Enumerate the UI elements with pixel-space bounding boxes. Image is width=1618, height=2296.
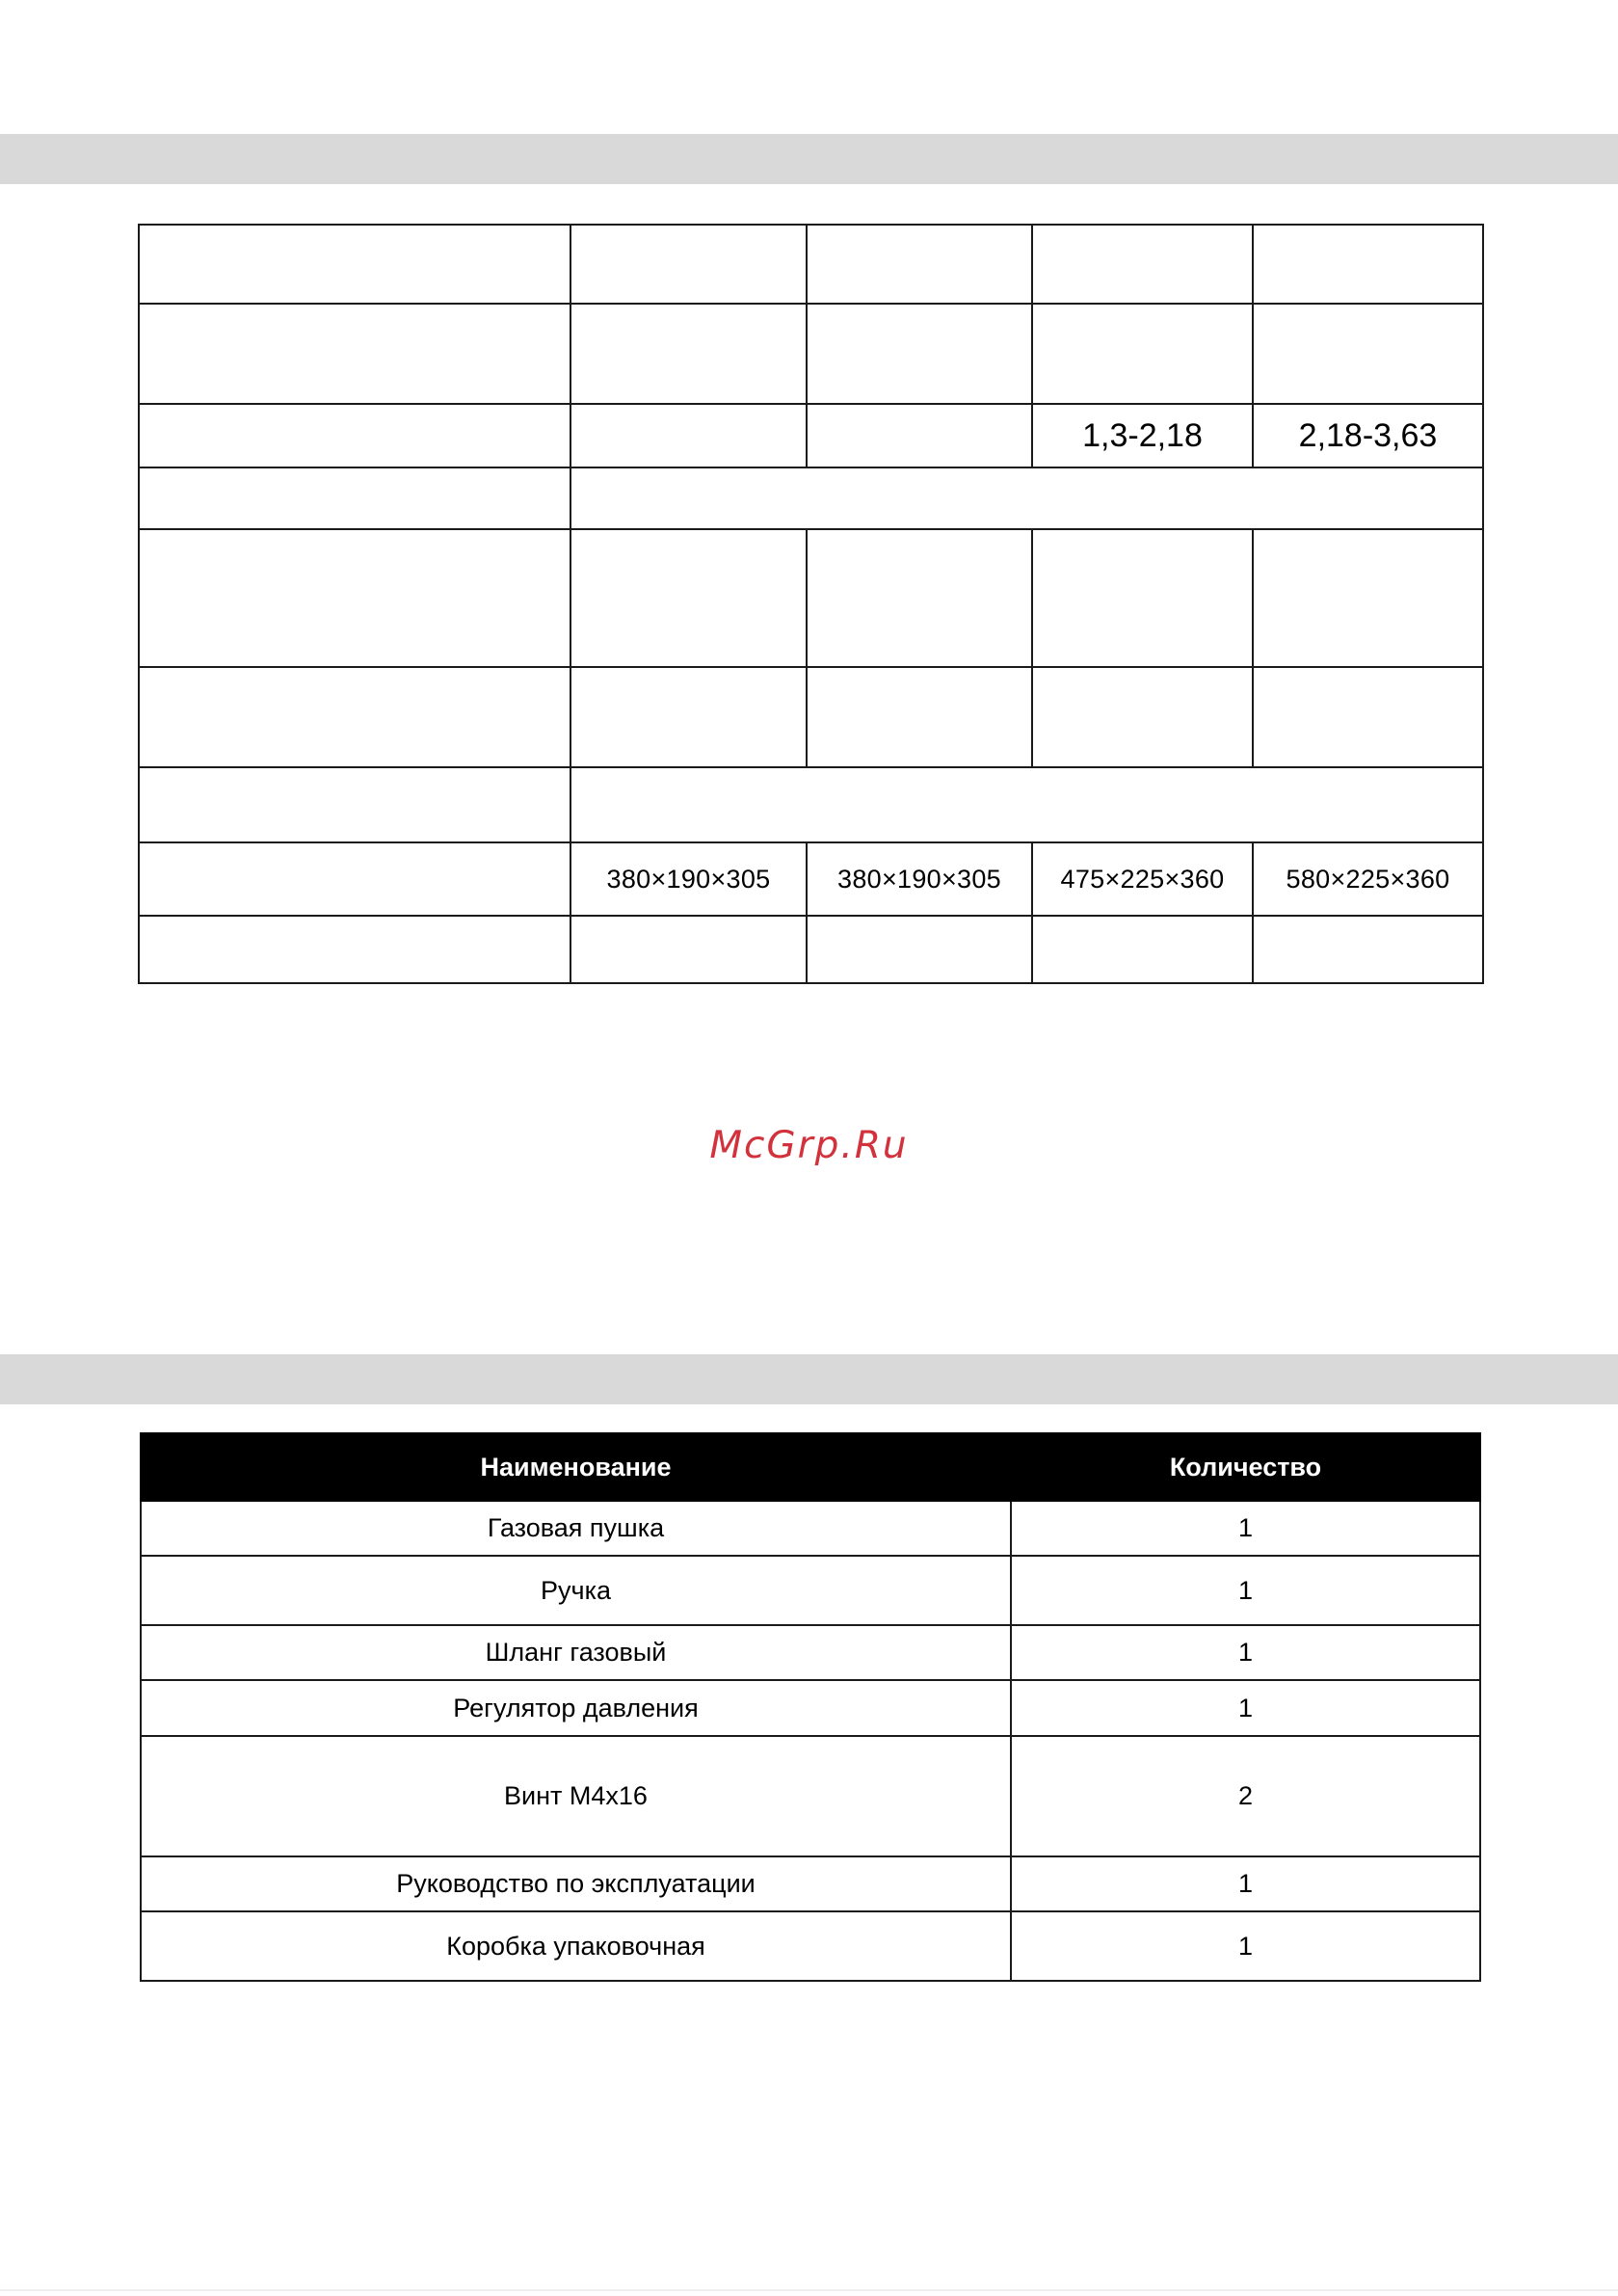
spec-cell bbox=[1032, 225, 1253, 304]
spec-cell bbox=[139, 404, 570, 467]
table-row bbox=[141, 1736, 1480, 1856]
spec-cell bbox=[1032, 304, 1253, 404]
dimensions-value: 580×225×360 bbox=[1253, 842, 1483, 916]
dimensions-value: 380×190×305 bbox=[807, 842, 1032, 916]
spec-cell bbox=[139, 916, 570, 983]
spec-merged-cell bbox=[570, 767, 1483, 842]
spec-row bbox=[139, 225, 1483, 304]
item-qty: 1 bbox=[1011, 1680, 1480, 1736]
spec-cell bbox=[807, 404, 1032, 467]
spec-cell bbox=[139, 767, 570, 842]
spec-cell bbox=[807, 225, 1032, 304]
dimensions-value: 475×225×360 bbox=[1032, 842, 1253, 916]
spec-cell bbox=[570, 404, 807, 467]
item-name: Винт М4х16 bbox=[141, 1736, 1011, 1856]
item-name: Газовая пушка bbox=[141, 1501, 1011, 1556]
item-name: Коробка упаковочная bbox=[141, 1911, 1011, 1981]
spec-cell bbox=[570, 529, 807, 667]
column-header-name: Наименование bbox=[141, 1433, 1011, 1501]
table-row bbox=[141, 1501, 1480, 1556]
spec-cell bbox=[139, 225, 570, 304]
gas-consumption-value: 2,18-3,63 bbox=[1253, 404, 1483, 467]
spec-row bbox=[139, 667, 1483, 767]
spec-cell bbox=[807, 667, 1032, 767]
section-header-band-1 bbox=[0, 134, 1618, 184]
watermark-text: McGrp.Ru bbox=[709, 1124, 909, 1167]
spec-merged-cell bbox=[570, 467, 1483, 529]
spec-row bbox=[139, 767, 1483, 842]
dimensions-value: 380×190×305 bbox=[570, 842, 807, 916]
column-header-qty: Количество bbox=[1011, 1433, 1480, 1501]
spec-cell bbox=[1253, 529, 1483, 667]
table-row bbox=[141, 1680, 1480, 1736]
spec-cell bbox=[1032, 667, 1253, 767]
spec-cell bbox=[1253, 916, 1483, 983]
spec-cell bbox=[139, 304, 570, 404]
table-row bbox=[141, 1556, 1480, 1625]
spec-row bbox=[139, 404, 1483, 467]
spec-cell bbox=[1253, 225, 1483, 304]
spec-cell bbox=[570, 225, 807, 304]
spec-row bbox=[139, 467, 1483, 529]
gas-consumption-value: 1,3-2,18 bbox=[1032, 404, 1253, 467]
spec-cell bbox=[570, 304, 807, 404]
spec-cell bbox=[570, 916, 807, 983]
package-contents-table bbox=[140, 1432, 1481, 1982]
spec-cell bbox=[807, 916, 1032, 983]
table-row bbox=[141, 1911, 1480, 1981]
spec-cell bbox=[1032, 529, 1253, 667]
spec-cell bbox=[139, 467, 570, 529]
spec-cell bbox=[1032, 916, 1253, 983]
spec-cell bbox=[139, 842, 570, 916]
item-qty: 1 bbox=[1011, 1911, 1480, 1981]
spec-row bbox=[139, 916, 1483, 983]
specifications-table bbox=[138, 224, 1484, 984]
table-row bbox=[141, 1625, 1480, 1680]
item-qty: 1 bbox=[1011, 1856, 1480, 1911]
spec-cell bbox=[139, 529, 570, 667]
item-qty: 1 bbox=[1011, 1625, 1480, 1680]
item-name: Регулятор давления bbox=[141, 1680, 1011, 1736]
page-bottom-edge bbox=[0, 2289, 1618, 2291]
item-name: Ручка bbox=[141, 1556, 1011, 1625]
spec-cell bbox=[139, 667, 570, 767]
spec-row bbox=[139, 842, 1483, 916]
item-name: Руководство по эксплуатации bbox=[141, 1856, 1011, 1911]
item-qty: 2 bbox=[1011, 1736, 1480, 1856]
spec-cell bbox=[1253, 304, 1483, 404]
item-qty: 1 bbox=[1011, 1501, 1480, 1556]
spec-cell bbox=[807, 304, 1032, 404]
item-name: Шланг газовый bbox=[141, 1625, 1011, 1680]
item-qty: 1 bbox=[1011, 1556, 1480, 1625]
table-row bbox=[141, 1856, 1480, 1911]
spec-cell bbox=[1253, 667, 1483, 767]
spec-row bbox=[139, 529, 1483, 667]
spec-cell bbox=[570, 667, 807, 767]
section-header-band-2 bbox=[0, 1354, 1618, 1404]
spec-row bbox=[139, 304, 1483, 404]
table-header-row bbox=[141, 1433, 1480, 1501]
spec-cell bbox=[807, 529, 1032, 667]
